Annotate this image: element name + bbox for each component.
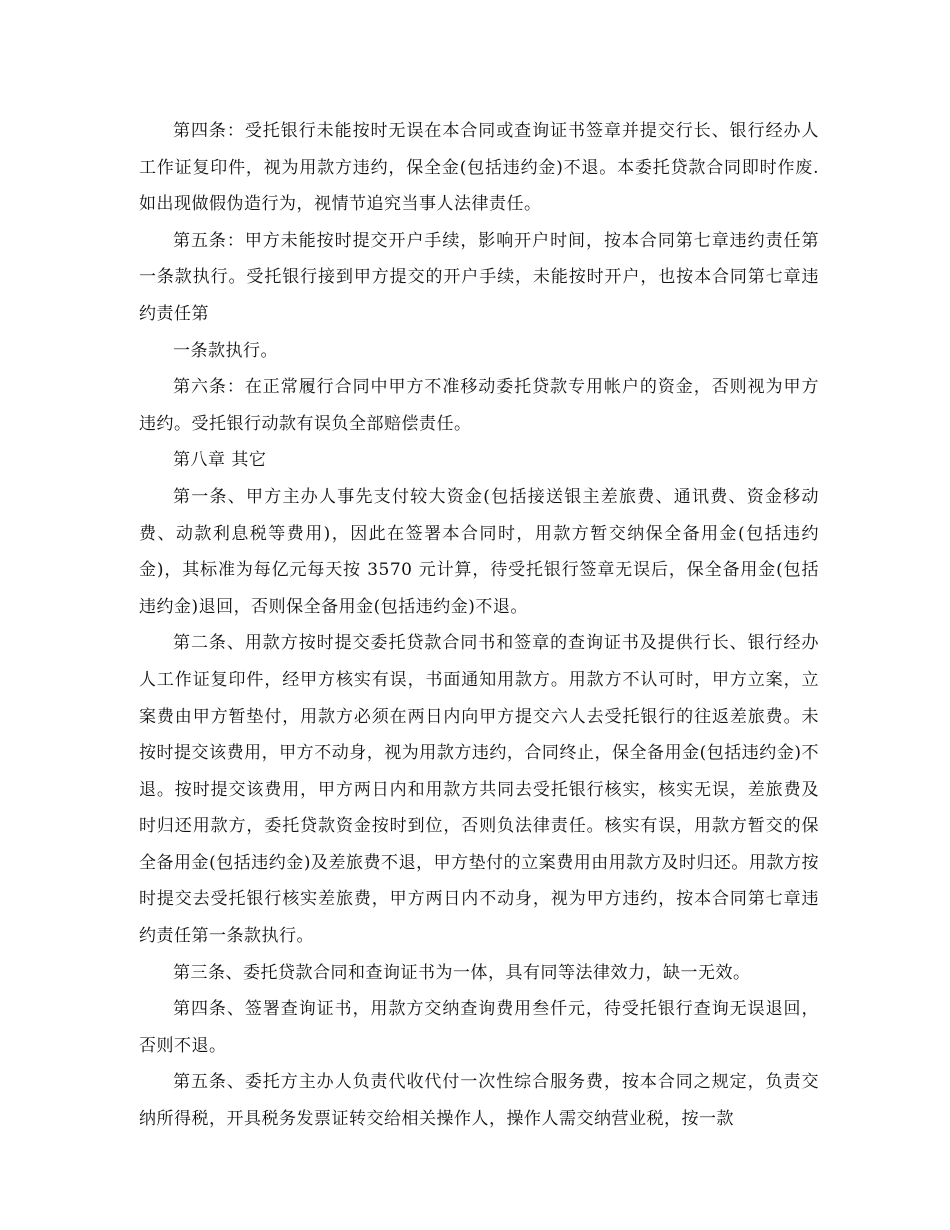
paragraph-article-4-bank-signature: 第四条：受托银行未能按时无误在本合同或查询证书签章并提交行长、银行经办人工作证复印件，视为用款方违约，保全金(包括违约金)不退。本委托贷款合同即时作废.如出现做假伪造行为，视情节追究当事人法律责任。	[139, 121, 819, 215]
paragraph-article-5-account-opening: 第五条：甲方未能按时提交开户手续，影响开户时间，按本合同第七章违约责任第一条款执行。受托银行接到甲方提交的开户手续，未能按时开户，也按本合同第七章违约责任第	[139, 230, 819, 324]
paragraph-chapter-8-article-2: 第二条、用款方按时提交委托贷款合同书和签章的查询证书及提供行长、银行经办人工作证复印件，经甲方核实有误，书面通知用款方。用款方不认可时，甲方立案，立案费由甲方暂垫付，用款方必须在两日内向甲方提交六人去受托银行的往返差旅费。未按时提交该费用，甲方不动身，视为用款方违约，合同终止，保全备用金(包括违约金)不退。按时提交该费用，甲方两日内和用款方共同去受托银行核实，核实无误，差旅费及时归还用款方，委托贷款资金按时到位，否则负法律责任。核实有误，用款方暂交的保全备用金(包括违约金)及差旅费不退，甲方垫付的立案费用由用款方及时归还。用款方按时提交去受托银行核实差旅费，甲方两日内不动身，视为甲方违约，按本合同第七章违约责任第一条款执行。	[139, 633, 819, 947]
paragraph-article-6-fund-transfer: 第六条：在正常履行合同中甲方不准移动委托贷款专用帐户的资金，否则视为甲方违约。受托银行动款有误负全部赔偿责任。	[139, 377, 819, 434]
paragraph-chapter-8-article-3: 第三条、委托贷款合同和查询证书为一体，具有同等法律效力，缺一无效。	[173, 962, 751, 983]
chapter-8-heading: 第八章 其它	[173, 450, 267, 471]
paragraph-article-5-continuation: 一条款执行。	[173, 340, 278, 361]
paragraph-chapter-8-article-4: 第四条、签署查询证书，用款方交纳查询费用叁仟元，待受托银行查询无误退回，否则不退。	[139, 999, 819, 1056]
paragraph-chapter-8-article-5: 第五条、委托方主办人负责代收代付一次性综合服务费，按本合同之规定，负责交纳所得税，开具税务发票证转交给相关操作人，操作人需交纳营业税，按一款	[139, 1072, 819, 1130]
document-body	[139, 113, 819, 1138]
paragraph-chapter-8-article-1: 第一条、甲方主办人事先支付较大资金(包括接送银主差旅费、通讯费、资金移动费、动款利息税等费用)，因此在签署本合同时，用款方暂交纳保全备用金(包括违约金)，其标准为每亿元每天按 3570 元计算，待受托银行签章无误后，保全备用金(包括违约金)退回，否则保全备用金(包括违约金)不退。	[139, 486, 819, 617]
